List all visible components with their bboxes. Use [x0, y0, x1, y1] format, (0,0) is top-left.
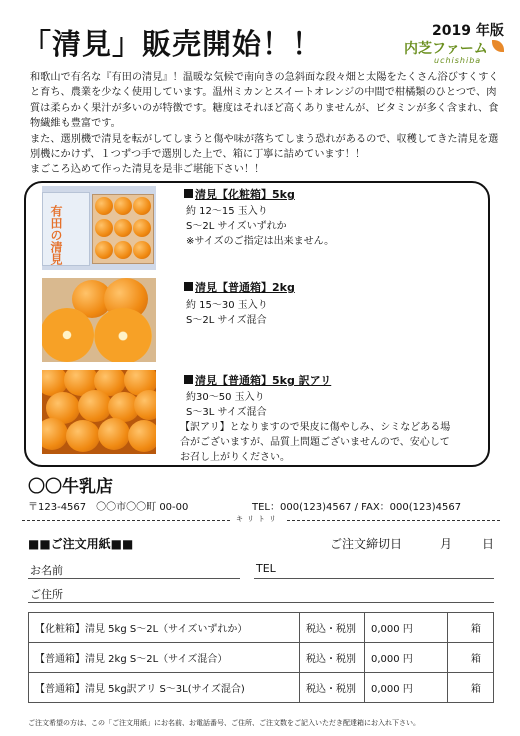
- box-lid: [42, 192, 90, 266]
- year-label: 2019 年版: [432, 23, 504, 39]
- address-label: ご住所: [30, 588, 63, 601]
- intro-line: まごころ込めて作った清見を是非ご堪能下さい！！: [30, 164, 265, 176]
- product-line: S～2L サイズいずれか: [186, 221, 287, 232]
- deadline-label: ご注文締切日: [330, 537, 403, 551]
- order-price: 0,000 円: [365, 643, 448, 673]
- product-line: お召し上がりください。: [180, 452, 290, 463]
- product-title: 清見【普通箱】5kg 訳アリ: [184, 372, 331, 388]
- product-line: S～2L サイズ混合: [186, 315, 267, 326]
- quantity-field[interactable]: 箱: [448, 613, 494, 643]
- shop-address: 〒123-4567 〇〇市〇〇町 00-00: [28, 502, 189, 513]
- tel-field[interactable]: [254, 578, 494, 579]
- loose-orange-photo: [42, 370, 156, 454]
- product-line: ※サイズのご指定は出来ません。: [186, 236, 335, 247]
- tax-option[interactable]: 税込・税別: [300, 613, 365, 643]
- quantity-field[interactable]: 箱: [448, 643, 494, 673]
- shop-name: 〇〇牛乳店: [28, 477, 113, 497]
- table-row: [29, 613, 494, 643]
- order-footnote: ご注文希望の方は、この「ご注文用紙」にお名前、お電話番号、ご住所、ご注文数をご記入いただき配達箱にお入れ下さい。: [28, 719, 420, 727]
- intro-text: [30, 70, 500, 178]
- product-title: 清見【化粧箱】5kg: [184, 186, 295, 202]
- quantity-field[interactable]: 箱: [448, 673, 494, 703]
- order-price: 0,000 円: [365, 613, 448, 643]
- product-line: 【訳アリ】となりますので果皮に傷やしみ、シミなどある場: [180, 422, 451, 433]
- deadline-month: 月: [440, 537, 453, 551]
- box-tray: [92, 194, 154, 264]
- tax-option[interactable]: 税込・税別: [300, 643, 365, 673]
- logo-sub: uchishiba: [434, 56, 482, 65]
- cut-label: キリトリ: [230, 514, 286, 524]
- order-price: 0,000 円: [365, 673, 448, 703]
- farm-logo: [400, 36, 508, 70]
- product-line: 約 12～15 玉入り: [186, 206, 268, 217]
- product-line: 約 15～30 玉入り: [186, 300, 268, 311]
- product-line: S～3L サイズ混合: [186, 407, 267, 418]
- box-lid-text: 有田の清見: [49, 205, 63, 265]
- name-label: お名前: [30, 564, 63, 577]
- logo-name: 内芝ファーム: [404, 41, 488, 57]
- name-field[interactable]: [28, 578, 240, 579]
- product-title: 清見【普通箱】2kg: [184, 279, 295, 295]
- tax-option[interactable]: 税込・税別: [300, 673, 365, 703]
- intro-line: また、選別機で清見を転がしてしまうと傷や味が落ちてしまう恐れがあるので、収穫してきた清見を選別機にかけず、１つずつ手で選別した上で、箱に丁寧に詰めています！！: [30, 133, 499, 161]
- gift-box-photo: [42, 186, 156, 270]
- cut-orange-photo: [42, 278, 156, 362]
- order-deadline: [330, 535, 495, 552]
- order-table: [28, 612, 494, 703]
- table-row: [29, 673, 494, 703]
- orange-leaf-icon: [492, 40, 504, 52]
- intro-line: 和歌山で有名な『有田の清見』！温暖な気候で南向きの急斜面な段々畑と太陽をたくさん浴びすくすくと育ち、農業を少なく使用しています。温州ミカンとスイートオレンジの中間で柑橘類のひとつで、肉質は柔らかく果汁が多いのが特徴です。糖度はそれほど高くありませんが、ビタミンが多く含まれ、食物繊維も豊富です。: [30, 72, 499, 130]
- order-item: 【化粧箱】清見 5kg S～2L（サイズいずれか）: [29, 613, 300, 643]
- tel-label: TEL: [256, 562, 276, 575]
- order-item: 【普通箱】清見 5kg訳アリ S～3L(サイズ混合): [29, 673, 300, 703]
- address-field[interactable]: [28, 602, 494, 603]
- order-item: 【普通箱】清見 2kg S～2L（サイズ混合）: [29, 643, 300, 673]
- product-line: 合がございますが、品質上問題ございませんので、安心して: [180, 437, 450, 448]
- deadline-day: 日: [482, 537, 495, 551]
- shop-tel-fax: TEL：000(123)4567 / FAX：000(123)4567: [252, 502, 462, 513]
- page-title: 「清見」販売開始！！: [22, 27, 323, 61]
- order-form-title: ■■ご注文用紙■■: [28, 537, 134, 551]
- product-line: 約30～50 玉入り: [186, 392, 265, 403]
- table-row: [29, 643, 494, 673]
